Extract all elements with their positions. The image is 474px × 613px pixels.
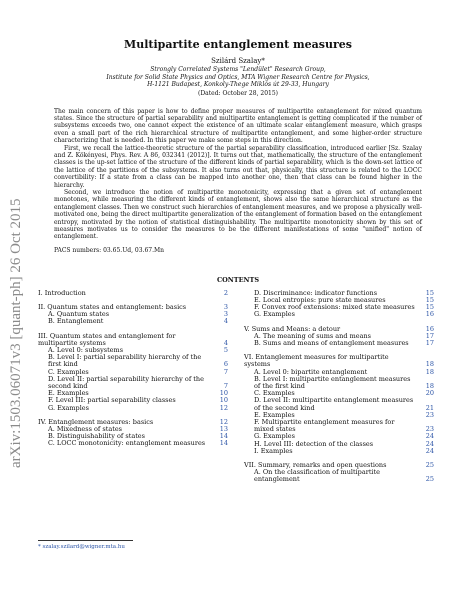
toc-section-entry-page[interactable]: 3 — [223, 303, 228, 312]
toc-subsection-entry-label: D. Level II: multipartite entanglement measures of the second kind — [254, 396, 414, 412]
paper-page — [38, 38, 438, 491]
affiliation-line: Institute for Solid State Physics and Optics, MTA Wigner Research Centre for Physics, — [106, 73, 370, 81]
toc-subsection-entry[interactable] — [38, 405, 228, 412]
toc-subsection-entry-label: I. Examples — [254, 446, 293, 455]
toc-subsection-entry-label: F. Level III: partial separability classes — [48, 396, 176, 405]
footnote — [38, 540, 178, 550]
toc-subsection-entry-page[interactable]: 3 — [223, 310, 228, 319]
toc-subsection-entry-label: A. The meaning of sums and means — [254, 331, 371, 340]
paper-author: Szilárd Szalay* — [211, 57, 265, 65]
toc-subsection-entry[interactable] — [244, 376, 434, 390]
toc-subsection-entry-label: A. Quantum states — [48, 310, 110, 319]
toc-section-entry[interactable] — [38, 333, 228, 347]
toc-subsection-entry-label: B. Distinguishability of states — [48, 432, 145, 441]
toc-subsection-entry-page[interactable]: 14 — [219, 439, 228, 448]
abstract-paragraph: First, we recall the lattice-theoretic structure of the partial separability classification, introduced earlier [Sz. Szalay and Z. Kökényesi, Phys. Rev. A 86, 032341 (2012)]. It turns out that, mathematically, the structure of the entanglement classes is the up-set lattice of the structure of the different kinds of partial separability, which is the down-set lattice of the lattice of the partitions of the subsystems. It also turns out that, physically, this structure is related to the LOCC convertibility: If a state from a class can be mapped into another one, then that class can be found higher in the hierarchy. — [54, 144, 422, 189]
toc-subsection-entry-label: D. Discriminance: indicator functions — [254, 288, 378, 297]
toc-subsection-entry-page[interactable]: 14 — [219, 432, 228, 441]
toc-subsection-entry-page[interactable]: 16 — [425, 310, 434, 319]
arxiv-id-text: arXiv:1503.06071v3 [quant-ph] 26 Oct 2015 — [8, 198, 24, 468]
toc-section — [244, 290, 434, 319]
toc-subsection-entry-label: C. Examples — [48, 367, 89, 376]
toc-subsection-entry-page[interactable]: 24 — [425, 432, 434, 441]
toc-subsection-entry-label: A. Level 0: bipartite entanglement — [254, 367, 368, 376]
toc-section-entry-page[interactable]: 16 — [425, 324, 434, 333]
toc-subsection-entry-page[interactable]: 17 — [425, 339, 434, 348]
toc-subsection-entry[interactable] — [244, 340, 434, 347]
toc-subsection-entry[interactable] — [38, 318, 228, 325]
toc-subsection-entry-page[interactable]: 4 — [223, 317, 228, 326]
abstract-paragraph: Second, we introduce the notion of multipartite monotonicity, expressing that a given set of entanglement monotones, while measuring the different kinds of entanglement, shows also the same hierarchical structure as the entanglement classes. Then we construct such hierarchies of entanglement measures, and we propose a physically well-motivated one, being the direct multipartite generalization of the entanglement of formation based on the entanglement entropy, motivated by the notion of statistical distinguishability. The multipartite monotonicity shown by this set of measures motivates us to consider the measures to be the different manifestations of some "unified" notion of entanglement. — [54, 188, 422, 241]
toc-subsection-entry-page[interactable]: 18 — [425, 367, 434, 376]
toc-subsection-entry-page[interactable]: 24 — [425, 446, 434, 455]
affiliation-line: Strongly Correlated Systems "Lendület" Research Group, — [150, 66, 326, 73]
toc-subsection-entry[interactable] — [38, 354, 228, 368]
toc-left-column — [38, 290, 228, 491]
toc-section-entry-label: I. Introduction — [38, 288, 86, 297]
abstract-paragraph: The main concern of this paper is how to define proper measures of multipartite entanglement for mixed quantum states. Since the structure of partial separability and multipartite entanglement is getting complicated if the number of subsystems exceeds two, one cannot expect the existence of an ultimate scalar entanglement measure, which grasps even a small part of the rich hierarchical structure of multipartite entanglement, and some higher-order structure characterizing that is needed. In this paper we make some steps in this direction. — [54, 107, 422, 145]
toc-subsection-entry-label: D. Level II: partial separability hierarchy of the second kind — [48, 374, 204, 391]
toc-subsection-entry-label: C. Examples — [254, 389, 295, 398]
toc-subsection-entry-page[interactable]: 25 — [425, 475, 434, 484]
toc-section-entry-label: VII. Summary, remarks and open questions — [244, 461, 387, 470]
toc-subsection-entry-label: F. Multipartite entanglement measures for mixed states — [254, 418, 395, 434]
arxiv-sidebar-stamp — [0, 150, 26, 470]
toc-subsection-entry-page[interactable]: 23 — [425, 410, 434, 419]
toc-section — [38, 419, 228, 448]
toc-subsection-entry-page[interactable]: 18 — [425, 382, 434, 391]
toc-subsection-entry-page[interactable]: 17 — [425, 331, 434, 340]
toc-subsection-entry-label: A. On the classification of multipartite entanglement — [254, 468, 380, 484]
toc-subsection-entry-page[interactable]: 10 — [219, 396, 228, 405]
toc-section — [38, 333, 228, 412]
toc-section-entry-label: VI. Entanglement measures for multipartite systems — [244, 353, 389, 369]
abstract — [54, 108, 422, 241]
toc-subsection-entry-label: A. Level 0: subsystems — [48, 346, 124, 355]
toc-section — [244, 354, 434, 455]
toc-subsection-entry[interactable] — [244, 469, 434, 483]
toc-subsection-entry-page[interactable]: 7 — [223, 382, 228, 391]
toc-subsection-entry-label: E. Local entropies: pure state measures — [254, 296, 386, 305]
toc-subsection-entry-page[interactable]: 15 — [425, 288, 434, 297]
toc-subsection-entry-label: B. Entanglement — [48, 317, 104, 326]
footnote-rule — [38, 540, 133, 541]
toc-subsection-entry-label: A. Mixedness of states — [48, 425, 123, 434]
toc-section — [38, 290, 228, 297]
toc-subsection-entry[interactable] — [38, 440, 228, 447]
affiliation-line: H-1121 Budapest, Konkoly-Thege Miklós út 29-33, Hungary — [147, 81, 329, 88]
toc-section-entry-page[interactable]: 2 — [223, 288, 228, 297]
toc-subsection-entry-label: E. Examples — [48, 389, 89, 398]
toc-subsection-entry-label: C. LOCC monotonicity: entanglement measures — [48, 439, 206, 448]
toc-section — [244, 462, 434, 484]
toc-subsection-entry-label: B. Level I: multipartite entanglement measures of the first kind — [254, 374, 411, 391]
toc-section-entry-label: V. Sums and Means: a detour — [244, 324, 341, 333]
toc-subsection-entry-label: G. Examples — [254, 310, 295, 319]
toc-subsection-entry-page[interactable]: 7 — [223, 367, 228, 376]
affiliation-block — [38, 66, 438, 89]
toc-section — [38, 304, 228, 326]
toc-subsection-entry-page[interactable]: 12 — [219, 403, 228, 412]
toc-subsection-entry[interactable] — [244, 419, 434, 433]
toc-section-entry-label: IV. Entanglement measures: basics — [38, 417, 154, 426]
toc-subsection-entry-page[interactable]: 24 — [425, 439, 434, 448]
toc-section-entry-page[interactable]: 25 — [425, 461, 434, 470]
arxiv-stamp-svg — [0, 150, 26, 470]
toc-subsection-entry-label: B. Level I: partial separability hierarchy of the first kind — [48, 353, 202, 369]
toc-subsection-entry-label: H. Level III: detection of the classes — [254, 439, 374, 448]
toc-right-column — [244, 290, 434, 491]
footnote-email[interactable]: * szalay.szilard@wigner.mta.hu — [38, 544, 125, 550]
toc-subsection-entry[interactable] — [38, 376, 228, 390]
toc-subsection-entry-page[interactable]: 23 — [425, 425, 434, 434]
contents-heading: CONTENTS — [216, 275, 260, 284]
toc-subsection-entry-page[interactable]: 20 — [425, 389, 434, 398]
toc-subsection-entry[interactable] — [244, 311, 434, 318]
toc-subsection-entry-label: F. Convex roof extensions: mixed state measures — [254, 303, 415, 312]
toc-subsection-entry-label: B. Sums and means of entanglement measures — [254, 339, 409, 348]
toc-subsection-entry-page[interactable]: 21 — [425, 403, 434, 412]
toc-subsection-entry-page[interactable]: 13 — [219, 425, 228, 434]
toc-section-entry-label: II. Quantum states and entanglement: basics — [38, 303, 187, 312]
toc-subsection-entry-label: E. Examples — [254, 410, 295, 419]
toc-section-entry-page[interactable]: 18 — [425, 360, 434, 369]
toc-subsection-entry-page[interactable]: 10 — [219, 389, 228, 398]
toc-subsection-entry-page[interactable]: 6 — [223, 360, 228, 369]
toc-subsection-entry-label: G. Examples — [254, 432, 295, 441]
table-of-contents — [38, 290, 438, 491]
pacs-numbers: PACS numbers: 03.65.Ud, 03.67.Mn — [54, 246, 165, 254]
toc-subsection-entry-label: G. Examples — [48, 403, 89, 412]
toc-subsection-entry-page[interactable]: 15 — [425, 303, 434, 312]
toc-subsection-entry-page[interactable]: 15 — [425, 296, 434, 305]
paper-title: Multipartite entanglement measures — [124, 38, 352, 51]
toc-section-entry-label: III. Quantum states and entanglement for multipartite systems — [38, 331, 176, 347]
toc-section-entry-page[interactable]: 12 — [219, 417, 228, 426]
toc-subsection-entry-page[interactable]: 5 — [223, 346, 228, 355]
toc-section-entry[interactable] — [38, 290, 228, 297]
toc-section — [244, 326, 434, 348]
toc-subsection-entry[interactable] — [244, 397, 434, 411]
paper-date: (Dated: October 28, 2015) — [198, 89, 278, 97]
toc-section-entry-page[interactable]: 4 — [223, 338, 228, 347]
toc-subsection-entry[interactable] — [244, 448, 434, 455]
toc-section-entry[interactable] — [244, 354, 434, 368]
